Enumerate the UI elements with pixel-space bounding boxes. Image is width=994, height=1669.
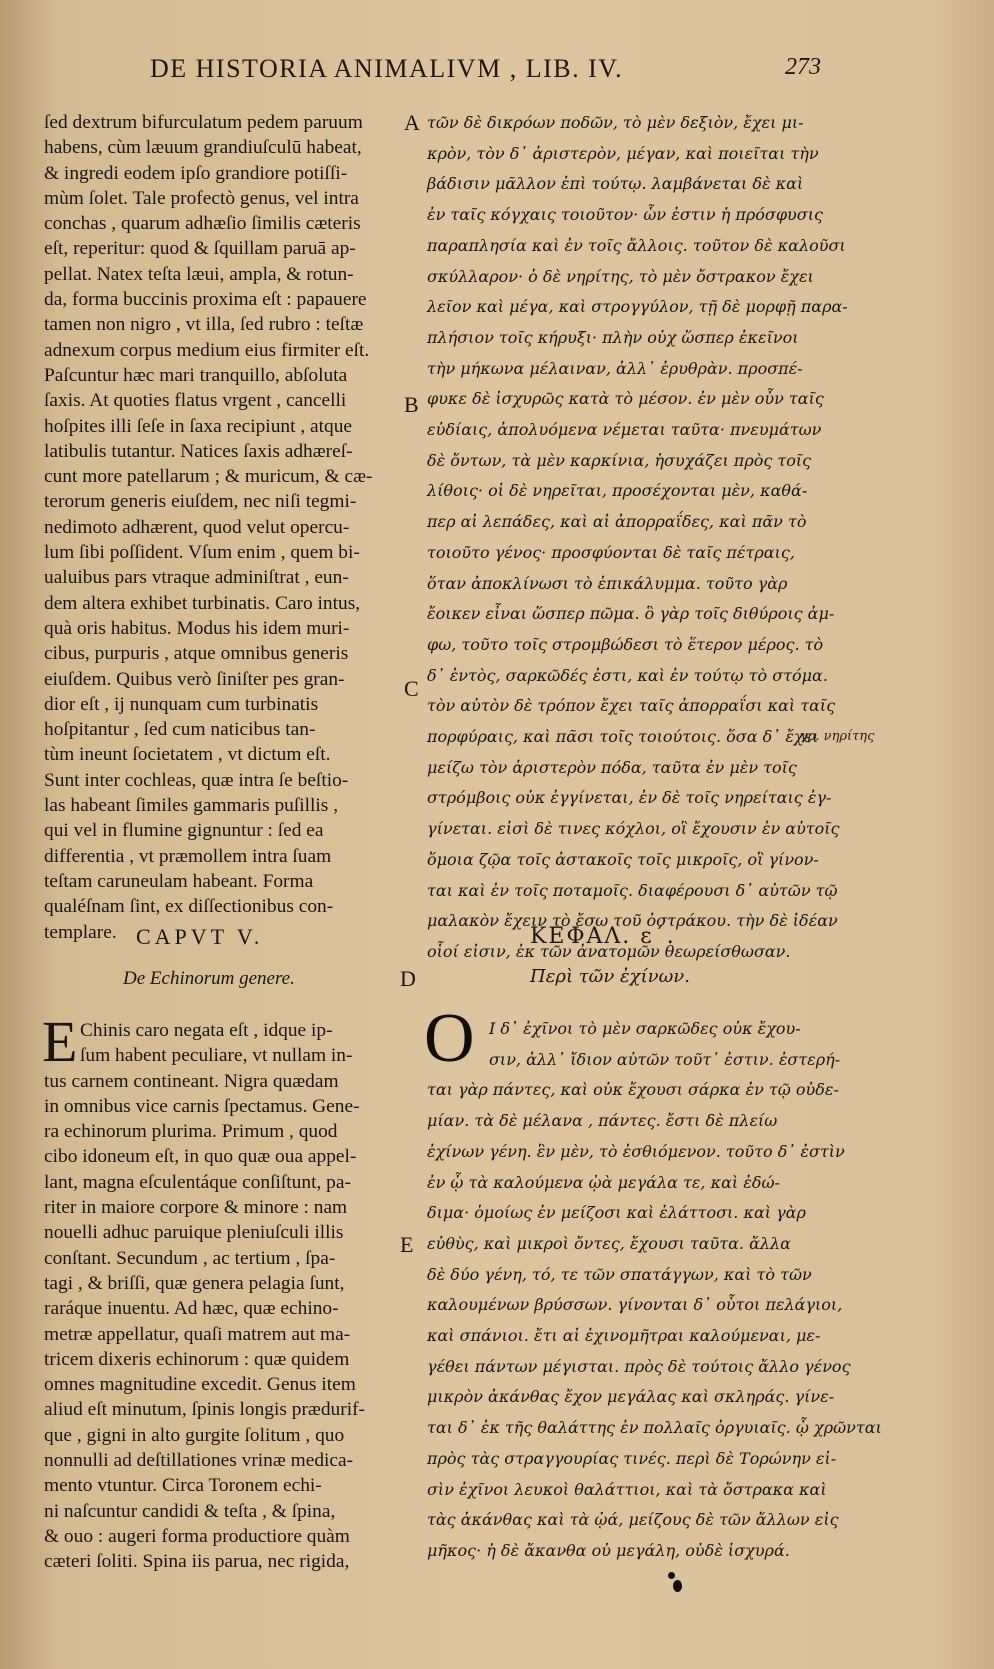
text-line: τοιοῦτο γένος· προσφύονται δὲ ταῖς πέτραις, — [427, 542, 795, 562]
text-line: cibus, purpuris , atque omnibus generis — [44, 643, 349, 665]
text-line: latibulis tutantur. Natices ſaxis adhæreſ- — [44, 440, 353, 462]
text-line: πρὸς τὰς στραγγουρίας τινές. περὶ δὲ Τορώνην εἰ- — [427, 1448, 837, 1468]
text-line: mento vtuntur. Circa Toronem echi- — [44, 1475, 322, 1497]
text-line: metræ appellatur, quaſi matrem aut ma- — [44, 1323, 351, 1345]
text-line: qui vel in flumine gignuntur : ſed ea — [44, 820, 324, 842]
text-line: riter in maiore corpore & minore : nam — [44, 1197, 348, 1219]
text-line: ra echinorum plurima. Primum , quod — [44, 1121, 338, 1143]
text-line: στρόμβοις οὐκ ἐγγίνεται, ἐν δὲ τοῖς νηρείταις ἐγ- — [427, 788, 832, 808]
text-line: tamen non nigro , vt illa, ſed rubro : teſtæ — [44, 314, 364, 336]
dropcap-greek: Ο — [424, 1000, 475, 1077]
text-line: μαλακὸν ἔχειν τὸ ἔσω τοῦ ὀστράκου. τὴν δὲ ἰδέαν — [427, 911, 838, 931]
text-line: habens, cùm læuum grandiuſculū habeat, — [44, 137, 362, 159]
text-line: Chinis caro negata eſt , idque ip- — [80, 1020, 333, 1041]
section-marker-c: C — [404, 676, 419, 701]
text-line: da, forma buccinis proxima eſt : papauere — [44, 289, 367, 311]
text-line: λεῖον καὶ μέγα, καὶ στρογγύλον, τῇ δὲ μορφῇ παρα- — [427, 297, 848, 317]
text-line: lant, magna eſculentáque conſiſtunt, pa- — [44, 1171, 351, 1193]
text-line: lum ſibi poſſident. Vſum enim , quem bi- — [44, 542, 360, 564]
text-line: ſed dextrum bifurculatum pedem paruum — [44, 112, 363, 133]
text-line: φυκε δὲ ἰσχυρῶς κατὰ τὸ μέσον. ἐν μὲν οὖν ταῖς — [427, 389, 824, 409]
chapter-title-greek: ΚΕΦΑΛ. ε΄. — [530, 924, 676, 949]
text-line: cunt more patellarum ; & muricum, & cæ- — [44, 466, 373, 488]
text-line: nonnulli ad deſtillationes vrinæ medica- — [44, 1450, 354, 1472]
text-line: δ᾽ ἐντὸς, σαρκῶδές ἐστι, καὶ ἐν τούτῳ τὸ στόμα. — [427, 665, 828, 685]
text-line: περ αἱ λεπάδες, καὶ αἱ ἀπορραΐδες, καὶ πᾶν τὸ — [427, 512, 807, 532]
text-line: adnexum corpus medium eius firmiter eſt. — [44, 339, 370, 361]
text-line: que , gigni in alto gurgite ſolitum , quo — [44, 1424, 345, 1446]
text-line: conſtant. Secundum , ac tertium , ſpa- — [44, 1247, 336, 1269]
text-line: omnes magnitudine excedit. Genus item — [44, 1374, 356, 1396]
text-line: aliud eſt minutum, ſpinis longis prædurif- — [44, 1399, 366, 1421]
text-line: φω, τοῦτο τοῖς στρομβώδεσι τὸ ἕτερον μέρος. τὸ — [427, 634, 824, 654]
text-line: hoſpitantur , ſed cum naticibus tan- — [44, 719, 316, 741]
text-line: οἷοί εἰσιν, ἐκ τῶν ἀνατομῶν θεωρείσθωσαν. — [427, 941, 791, 961]
text-line: πλήσιον τοῖς κήρυξι· πλὴν οὐχ ὥσπερ ἐκεῖνοι — [427, 327, 799, 347]
text-line: nedimoto adhærent, quod velut opercu- — [44, 516, 350, 538]
text-line: τὴν μήκωνα μέλαιναν, ἀλλ᾽ ἐρυθρὰν. προσπέ- — [427, 358, 803, 378]
text-line: ται δ᾽ ἐκ τῆς θαλάττης ἐν πολλαῖς ὀργυιαῖς. ᾧ χρῶνται — [427, 1418, 882, 1438]
text-line: κρὸν, τὸν δ᾽ ἀριστερὸν, μέγαν, καὶ ποιεῖται τὴν — [427, 143, 819, 163]
running-title: DE HISTORIA ANIMALIVM , LIB. IV. — [150, 54, 624, 83]
text-line: τῶν δὲ δικρόων ποδῶν, τὸ μὲν δεξιὸν, ἔχει μι- — [427, 113, 804, 132]
text-line: Ι δ᾽ ἐχῖνοι τὸ μὲν σαρκῶδες οὐκ ἔχου- — [489, 1019, 801, 1038]
section-marker-e: E — [400, 1232, 414, 1257]
dropcap-latin: E — [42, 1009, 78, 1074]
text-line: διμα· ὁμοίως ἐν μείζοσι καὶ ἐλάττοσι. καὶ γὰρ — [427, 1203, 806, 1223]
text-line: las habeant ſimiles gammaris puſillis , — [44, 795, 339, 817]
text-line: ἐν ταῖς κόγχαις τοιοῦτον· ὧν ἐστιν ἡ πρόσφυσις — [427, 205, 823, 225]
text-line: in omnibus vice carnis ſpectamus. Gene- — [44, 1095, 360, 1117]
text-line: nouelli adhuc paruique pleniuſculi illis — [44, 1222, 344, 1244]
text-line: ſaxis. At quoties flatus vrgent , cancelli — [44, 390, 347, 412]
margin-note: γρ. νηρίτης — [800, 729, 875, 744]
text-line: hoſpites illi ſeſe in ſaxa recipiunt , atque — [44, 415, 353, 437]
text-line: ualuibus pars vtraque adminiſtrat , eun- — [44, 567, 349, 589]
text-line: tagi , & briſſi, quæ genera pelagia ſunt, — [44, 1272, 345, 1294]
text-line: εὐδίαις, ἀπολυόμενα νέμεται ταῦτα· πνευμάτων — [427, 420, 822, 440]
text-line: & ouo : augeri forma productiore quàm — [44, 1525, 350, 1547]
text-line: δὲ δύο γένη, τό, τε τῶν σπατάγγων, καὶ τὸ τῶν — [427, 1264, 812, 1284]
text-line: dior eſt , ij nunquam cum turbinatis — [44, 693, 319, 715]
text-line: eſt, reperitur: quod & ſquillam paruā ap- — [44, 238, 356, 260]
text-line: ni naſcuntur candidi & teſta , & ſpina, — [44, 1500, 336, 1522]
text-line: καλουμένων βρύσσων. γίνονται δ᾽ οὗτοι πελάγιοι, — [427, 1295, 843, 1315]
text-line: ἐν ᾧ τὰ καλούμενα ᾠὰ μεγάλα τε, καὶ ἐδώ- — [427, 1172, 780, 1192]
text-line: ſum habent peculiare, vt nullam in- — [80, 1045, 353, 1067]
greek-column-bottom — [427, 1014, 882, 1567]
text-line: raráque inuentu. Ad hæc, quæ echino- — [44, 1298, 339, 1320]
text-line: ἐχίνων γένη. ἓν μὲν, τὸ ἐσθιόμενον. τοῦτο δ᾽ ἐστὶν — [427, 1141, 845, 1161]
chapter-subtitle-greek: Περὶ τῶν ἐχίνων. — [530, 966, 690, 987]
text-line: γίνεται. εἰσὶ δὲ τινες κόχλοι, οἳ ἔχουσιν ἐν αὑτοῖς — [427, 819, 840, 839]
text-line: cæteri ſoliti. Spina iis parua, nec rigida, — [44, 1551, 350, 1573]
text-line: tùm ineunt ſocietatem , vt dictum eſt. — [44, 744, 331, 766]
text-line: σιν, ἀλλ᾽ ἴδιον αὐτῶν τοῦτ᾽ ἐστιν. ἐστερή- — [489, 1049, 841, 1069]
text-line: μῆκος· ἡ δὲ ἄκανθα οὐ μεγάλη, οὐδὲ ἰσχυρά. — [427, 1540, 790, 1560]
latin-column-top — [44, 110, 400, 945]
text-line: σὶν ἐχῖνοι λευκοὶ θαλάττιοι, καὶ τὰ ὄστρακα καὶ — [427, 1479, 827, 1499]
text-line: dem altera exhibet turbinatis. Caro intus, — [44, 592, 361, 614]
section-marker-b: B — [404, 392, 419, 417]
text-line: ὅταν ἀποκλίνωσι τὸ ἐπικάλυμμα. τοῦτο γὰρ — [427, 573, 788, 593]
text-line: ται καὶ ἐν τοῖς ποταμοῖς. διαφέρουσι δ᾽ αὐτῶν τῷ — [427, 880, 838, 900]
ink-spot — [668, 1572, 682, 1594]
text-line: eiuſdem. Quibus verò ſiniſter pes gran- — [44, 668, 345, 690]
section-marker-d: D — [400, 966, 416, 991]
text-line: conchas , quarum adhæſio ſimilis cæteris — [44, 213, 361, 235]
text-line: terorum generis eiuſdem, nec niſi tegmi- — [44, 491, 357, 513]
text-line: qualéſnam ſint, ex diſſectionibus con- — [44, 896, 334, 918]
text-line: quà oris habitus. Modus his idem muri- — [44, 617, 350, 639]
text-line: μίαν. τὰ δὲ μέλανα , πάντες. ἔστι δὲ πλείω — [427, 1111, 778, 1131]
page-number: 273 — [785, 54, 821, 80]
text-line: teſtam caruneulam habeant. Forma — [44, 870, 314, 892]
text-line: Paſcuntur hæc mari tranquillo, abſoluta — [44, 364, 348, 386]
text-line: βάδισιν μᾶλλον ἐπὶ τούτῳ. λαμβάνεται δὲ καὶ — [427, 174, 804, 194]
text-line: tricem dixeris echinorum : quæ quidem — [44, 1348, 350, 1370]
text-line: pellat. Natex teſta læui, ampla, & rotun- — [44, 263, 354, 285]
text-line: cibo idoneum eſt, in quo quæ oua appel- — [44, 1146, 357, 1168]
text-line: μείζω τὸν ἀριστερὸν πόδα, ταῦτα ἐν μὲν τοῖς — [427, 757, 797, 777]
text-line: ται γὰρ πάντες, καὶ οὐκ ἔχουσι σάρκα ἐν τῷ οὐδε- — [427, 1080, 839, 1100]
text-line: εὐθὺς, καὶ μικροὶ ὄντες, ἔχουσι ταῦτα. ἄλλα — [427, 1233, 791, 1253]
text-line: tus carnem contineant. Nigra quædam — [44, 1070, 339, 1092]
text-line: τὰς ἀκάνθας καὶ τὰ ᾠά, μείζους δὲ τῶν ἄλλων εἰς — [427, 1510, 839, 1530]
text-line: ἔοικεν εἶναι ὥσπερ πῶμα. ὃ γὰρ τοῖς διθύροις ἀμ- — [427, 604, 835, 624]
text-line: templare. — [44, 921, 117, 943]
text-line: λίθοις· οἱ δὲ νηρεῖται, προσέχονται μὲν, καθά- — [427, 481, 808, 501]
chapter-subtitle-latin: De Echinorum genere. — [123, 968, 295, 989]
text-line: τὸν αὐτὸν δὲ τρόπον ἔχει ταῖς ἀπορραΐσι καὶ ταῖς — [427, 696, 836, 716]
text-line: πορφύραις, καὶ πᾶσι τοῖς τοιούτοις. ὅσα δ᾽ ἔχει — [427, 727, 819, 747]
latin-column-bottom — [42, 1009, 400, 1575]
text-line: παραπλησία καὶ ἐν τοῖς ἄλλοις. τοῦτον δὲ καλοῦσι — [427, 235, 846, 255]
text-line: Sunt inter cochleas, quæ intra ſe beſtio- — [44, 769, 349, 791]
text-line: μικρὸν ἀκάνθας ἔχον μεγάλας καὶ σκληράς. γίνε- — [427, 1387, 835, 1407]
text-line: γέθει πάντων μέγισται. πρὸς δὲ τούτοις ἄλλο γένος — [427, 1356, 851, 1376]
chapter-title-latin: CAPVT V. — [136, 924, 264, 949]
text-line: καὶ σπάνιοι. ἔτι αἱ ἐχινομῆτραι καλούμεναι, με- — [427, 1326, 821, 1346]
text-line: mùm ſolet. Tale profectò genus, vel intra — [44, 187, 359, 209]
section-marker-a: A — [404, 110, 420, 135]
text-line: ὅμοια ζῷα τοῖς ἀστακοῖς τοῖς μικροῖς, οἳ γίνον- — [427, 849, 819, 869]
text-line: δὲ ὄντων, τὰ μὲν καρκίνια, ἡσυχάζει πρὸς τοῖς — [427, 450, 812, 470]
text-line: differentia , vt præmollem intra ſuam — [44, 845, 332, 867]
text-line: & ingredi eodem ipſo grandiore potiſſi- — [44, 162, 348, 184]
text-line: σκύλλαρον· ὁ δὲ νηρίτης, τὸ μὲν ὄστρακον ἔχει — [427, 266, 814, 286]
